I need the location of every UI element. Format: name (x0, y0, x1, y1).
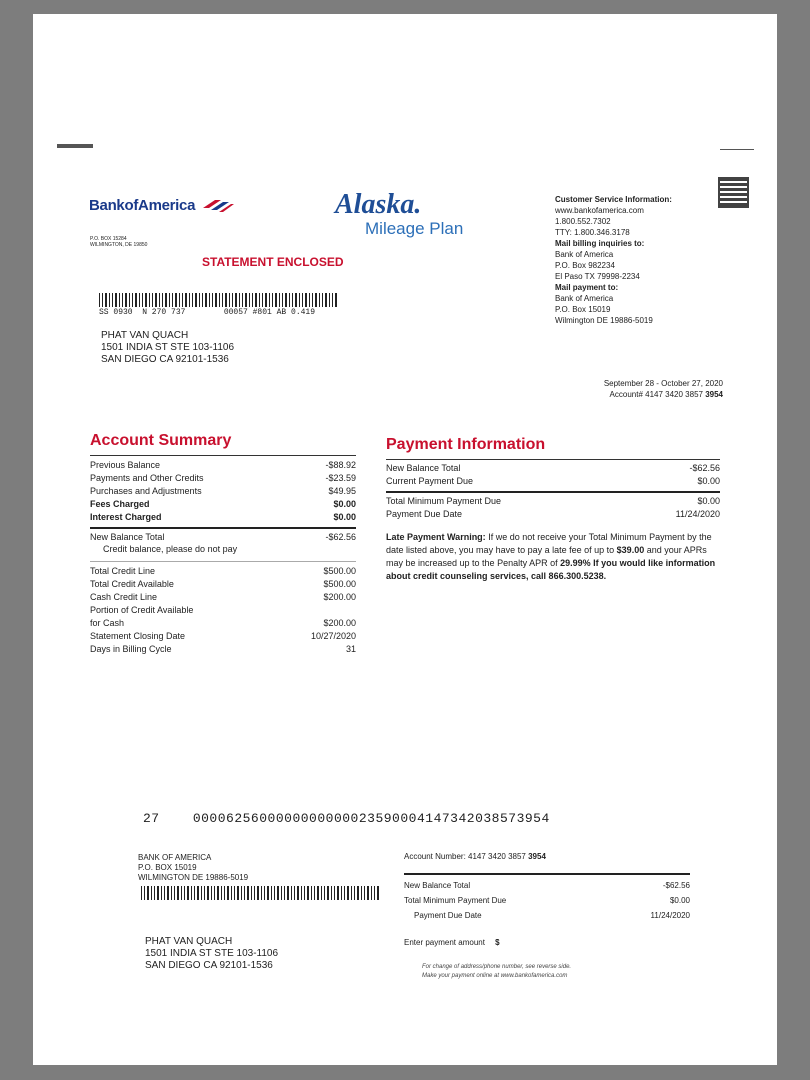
summary-row-value: -$88.92 (325, 460, 356, 470)
coupon-account-label: Account Number: 4147 3420 3857 (404, 852, 526, 861)
payment-row (386, 475, 720, 488)
coupon-row-label: Total Minimum Payment Due (404, 896, 507, 905)
summary-row (90, 472, 356, 485)
cs-website: www.bankofamerica.com (555, 206, 644, 215)
payment-row-label: Total Minimum Payment Due (386, 496, 502, 506)
late-payment-warning (386, 531, 720, 583)
coupon-prefix: 27 (143, 811, 160, 826)
credit-row-value: $200.00 (323, 618, 356, 628)
cs-billing-line: El Paso TX 79998-2234 (555, 272, 640, 281)
coupon-footer (404, 963, 690, 981)
coupon-customer-name: PHAT VAN QUACH (145, 936, 233, 947)
summary-row (90, 485, 356, 498)
credit-row (90, 630, 356, 643)
coupon-row-label: New Balance Total (404, 881, 471, 890)
coupon-row (404, 878, 690, 893)
coupon-row-value: $0.00 (669, 896, 690, 905)
enter-payment-label: Enter payment amount (404, 938, 485, 947)
account-summary (90, 432, 356, 656)
statement-period (553, 378, 723, 400)
credit-row (90, 604, 356, 617)
coupon-account-last: 3954 (528, 852, 546, 861)
credit-row-label: Statement Closing Date (90, 631, 186, 641)
cs-tty: TTY: 1.800.346.3178 (555, 228, 630, 237)
credit-row-label: Days in Billing Cycle (90, 644, 172, 654)
new-balance-row (90, 531, 356, 543)
coupon-row (404, 893, 690, 908)
credit-row (90, 643, 356, 656)
postal-barcode (99, 293, 337, 307)
coupon-row-label: Payment Due Date (414, 911, 482, 920)
late-fee: $39.00 (616, 545, 645, 555)
credit-row-label: Portion of Credit Available (90, 605, 194, 615)
credit-row (90, 591, 356, 604)
coupon-footer-line: Make your payment online at www.bankofamerica.com (422, 973, 568, 979)
payment-info-title: Payment Information (386, 436, 546, 453)
summary-row-label: Payments and Other Credits (90, 473, 204, 483)
customer-address (101, 330, 234, 366)
credit-balance-note: Credit balance, please do not pay (103, 544, 238, 554)
coupon-row (404, 908, 690, 923)
credit-row-value: $200.00 (323, 592, 356, 602)
credit-row (90, 578, 356, 591)
warning-text: and your APRs may be increased up to the Penalty APR of (386, 545, 707, 568)
credit-row (90, 617, 356, 630)
payment-row-value: $0.00 (697, 496, 720, 506)
scan-line-digits: 0000625600000000000023590004147342038573954 (192, 811, 550, 826)
new-balance-value: -$62.56 (325, 532, 356, 542)
coupon-customer-address (145, 936, 278, 972)
bank-return-address (90, 236, 147, 248)
enter-payment-row (404, 935, 690, 947)
credit-row-label: Cash Credit Line (90, 592, 158, 602)
coupon-footer-line: For change of address/phone number, see reverse side. (422, 964, 572, 970)
credit-row-value: 31 (345, 644, 356, 654)
coupon-bank-line: BANK OF AMERICA (138, 853, 212, 862)
cs-billing-line: P.O. Box 982234 (555, 261, 615, 270)
account-label: Account# 4147 3420 3857 (609, 390, 703, 399)
payment-row-value: -$62.56 (689, 463, 720, 473)
credit-row-value: $500.00 (323, 566, 356, 576)
credit-row-label: for Cash (90, 618, 125, 628)
payment-row (386, 508, 720, 521)
coupon-bank-line: P.O. BOX 15019 (138, 863, 197, 872)
fold-mark-right (720, 149, 754, 150)
summary-row-label: Previous Balance (90, 460, 161, 470)
summary-row-value: -$23.59 (325, 473, 356, 483)
cs-payment-line: Bank of America (555, 294, 614, 303)
cs-billing-title: Mail billing inquiries to: (555, 239, 645, 248)
summary-row-label: Interest Charged (90, 512, 162, 522)
coupon-bank-address (138, 853, 248, 883)
coupon-row-value: -$62.56 (662, 881, 690, 890)
account-last-digits: 3954 (705, 390, 723, 399)
coupon-row-value: 11/24/2020 (650, 911, 690, 920)
alaska-logo-text: Alaska. (335, 189, 422, 220)
credit-row-label: Total Credit Line (90, 566, 156, 576)
summary-row (90, 498, 356, 511)
payment-row-value: $0.00 (697, 476, 720, 486)
cs-payment-title: Mail payment to: (555, 283, 619, 292)
dollar-sign: $ (495, 938, 500, 947)
customer-service-info (555, 194, 672, 326)
alaska-logo (335, 190, 463, 238)
customer-name: PHAT VAN QUACH (101, 330, 189, 341)
summary-row-value: $0.00 (333, 512, 356, 522)
bank-address-line: WILMINGTON, DE 19850 (90, 242, 148, 248)
summary-row (90, 511, 356, 524)
cs-phone: 1.800.552.7302 (555, 217, 611, 226)
credit-row-value: $500.00 (323, 579, 356, 589)
payment-amount-input[interactable] (502, 935, 622, 945)
warning-label: Late Payment Warning: (386, 532, 486, 542)
cs-payment-line: P.O. Box 15019 (555, 305, 611, 314)
payment-row-value: 11/24/2020 (675, 509, 720, 519)
summary-row-label: Fees Charged (90, 499, 150, 509)
cs-billing-line: Bank of America (555, 250, 614, 259)
customer-address-line: 1501 INDIA ST STE 103-1106 (101, 342, 235, 353)
summary-row-label: Purchases and Adjustments (90, 486, 202, 496)
coupon-customer-line: 1501 INDIA ST STE 103-1106 (145, 948, 279, 959)
payment-row (386, 495, 720, 508)
payment-row-label: Current Payment Due (386, 476, 474, 486)
warning-text: If we do not receive your Total Minimum Payment by the date listed above, you may have to pay a late fee of up to (386, 532, 712, 555)
bank-logo-text: BankofAmerica (89, 197, 196, 214)
cs-title: Customer Service Information: (555, 195, 672, 204)
summary-row-value: $49.95 (328, 486, 356, 496)
coupon-bank-line: WILMINGTON DE 19886-5019 (138, 873, 249, 882)
credit-row (90, 565, 356, 578)
coupon-customer-line: SAN DIEGO CA 92101-1536 (145, 960, 273, 971)
fold-mark (57, 144, 93, 148)
bank-logo (89, 197, 235, 214)
summary-row-value: $0.00 (333, 499, 356, 509)
payment-row-label: New Balance Total (386, 463, 461, 473)
payment-row (386, 462, 720, 475)
credit-row-label: Total Credit Available (90, 579, 174, 589)
statement-page (33, 14, 777, 1065)
statement-enclosed-label: STATEMENT ENCLOSED (202, 255, 344, 269)
barcode-text: SS 0930 N 270 737 00057 #801 AB 0.419 (99, 308, 316, 317)
cs-payment-line: Wilmington DE 19886-5019 (555, 316, 653, 325)
flag-icon (201, 198, 235, 214)
payment-information (386, 436, 720, 583)
customer-address-line: SAN DIEGO CA 92101-1536 (101, 354, 229, 365)
new-balance-label: New Balance Total (90, 532, 165, 542)
counseling-info: If you would like information about credit counseling services, call 866.300.5238. (386, 558, 716, 581)
scan-line (143, 811, 550, 826)
summary-row (90, 459, 356, 472)
bank-address-line: P.O. BOX 15284 (90, 236, 127, 242)
statement-dates: September 28 - October 27, 2020 (603, 379, 723, 388)
credit-row-value: 10/27/2020 (310, 631, 356, 641)
mileage-plan-text: Mileage Plan (365, 219, 464, 238)
qr-code-icon (718, 177, 749, 208)
coupon-payment-box (404, 852, 690, 981)
account-summary-title: Account Summary (90, 432, 232, 449)
penalty-apr: 29.99% (560, 558, 591, 568)
payment-row-label: Payment Due Date (386, 509, 463, 519)
coupon-postal-barcode (141, 886, 379, 900)
